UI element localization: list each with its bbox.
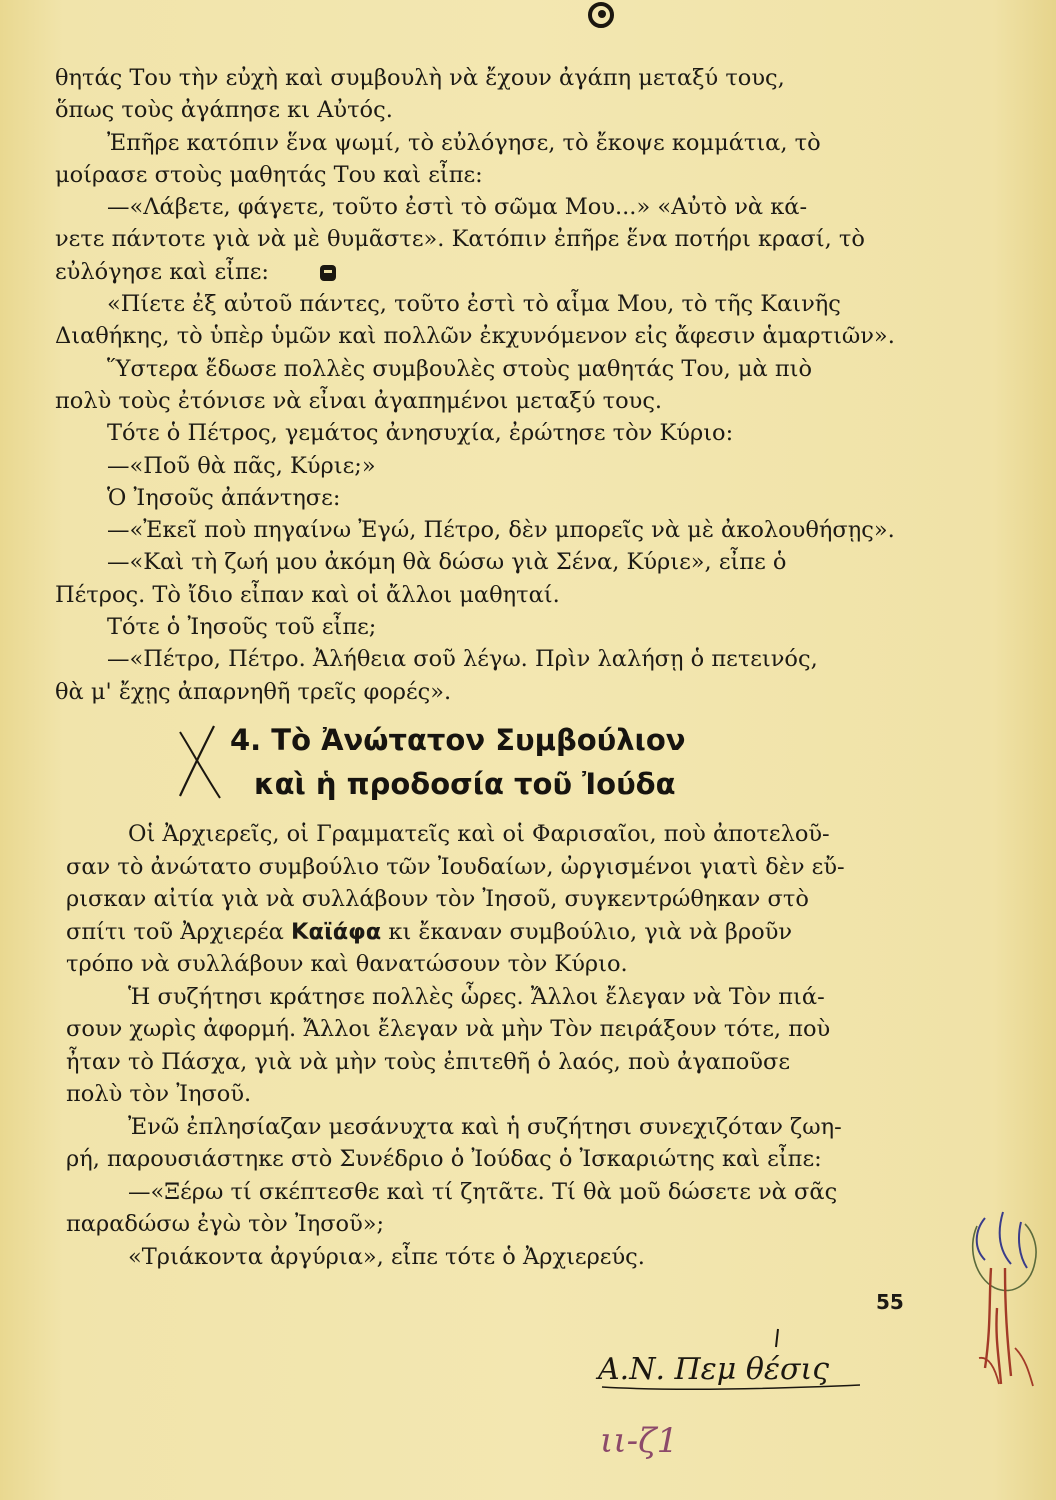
text-line: Ἡ συζήτησι κράτησε πολλὲς ὧρες. Ἄλλοι ἔλεγαν νὰ Τὸν πιά- [128, 983, 825, 1010]
text-line: ἦταν τὸ Πάσχα, γιὰ νὰ μὴν τοὺς ἐπιτεθῆ ὁ λαός, ποὺ ἀγαποῦσε [66, 1048, 790, 1075]
text-line-with-name [66, 916, 906, 949]
upper-text-block [55, 62, 895, 708]
text-line: πολὺ τοὺς ἐτόνισε νὰ εἶναι ἀγαπημένοι μεταξύ τους. [55, 387, 663, 414]
text-line: ρή, παρουσιάστηκε στὸ Συνέδριο ὁ Ἰούδας ὁ Ἰσκαριώτης καὶ εἶπε: [66, 1146, 822, 1172]
text-line: εὐλόγησε καὶ εἶπε: [55, 258, 269, 285]
signature-text: Α.Ν. Πεμ θέσις [598, 1352, 830, 1387]
text-line: Πέτρος. Τὸ ἴδιο εἶπαν καὶ οἱ ἄλλοι μαθηταί. [55, 581, 560, 608]
text-span: σπίτι τοῦ Ἀρχιερέα [66, 918, 292, 945]
section-text-block [66, 818, 906, 1273]
heading-line-1: 4. Τὸ Ἀνώτατον Συμβούλιον [230, 723, 686, 757]
text-line: Διαθήκης, τὸ ὑπὲρ ὑμῶν καὶ πολλῶν ἐκχυνόμενον εἰς ἄφεσιν ἁμαρτιῶν». [55, 323, 895, 350]
handwritten-note-text: ιι-ζ1 [600, 1421, 679, 1461]
text-line: σουν χωρὶς ἀφορμή. Ἄλλοι ἔλεγαν νὰ μὴν Τὸν πειράξουν τότε, ποὺ [66, 1016, 831, 1042]
archive-stamp-icon [319, 264, 337, 282]
signature-image [590, 1325, 890, 1400]
text-line: Οἱ Ἀρχιερεῖς, οἱ Γραμματεῖς καὶ οἱ Φαρισαῖοι, ποὺ ἀποτελοῦ- [128, 821, 830, 847]
text-line: τρόπο νὰ συλλάβουν καὶ θανατώσουν τὸν Κύριο. [66, 951, 628, 977]
bold-name: Καϊάφα [291, 918, 382, 945]
text-span: κι ἔκαναν συμβούλιο, γιὰ νὰ βροῦν [381, 918, 793, 945]
text-line: σαν τὸ ἀνώτατο συμβούλιο τῶν Ἰουδαίων, ὠργισμένοι γιατὶ δὲν εὔ- [66, 853, 845, 880]
section-heading [160, 718, 800, 806]
text-line: —«Καὶ τὴ ζωή μου ἀκόμη θὰ δώσω γιὰ Σένα, Κύριε», εἶπε ὁ [107, 549, 787, 576]
text-line: —«Ποῦ θὰ πᾶς, Κύριε;» [107, 452, 376, 479]
text-line: —«Ἐκεῖ ποὺ πηγαίνω Ἐγώ, Πέτρο, δὲν μπορεῖς νὰ μὲ ἀκολουθήσῃς». [107, 517, 895, 544]
text-line: Τότε ὁ Ἰησοῦς τοῦ εἶπε; [107, 614, 377, 641]
text-line: Τότε ὁ Πέτρος, γεμάτος ἀνησυχία, ἐρώτησε τὸν Κύριο: [107, 420, 734, 447]
text-line: —«Λάβετε, φάγετε, τοῦτο ἐστὶ τὸ σῶμα Μου...» «Αὐτὸ νὰ κά- [107, 194, 808, 221]
child-drawing-tree-icon [955, 1208, 1045, 1398]
text-line: Ἐνῶ ἐπλησίαζαν μεσάνυχτα καὶ ἡ συζήτησι συνεχιζόταν ζωη- [128, 1113, 842, 1140]
text-line: θητάς Του τὴν εὐχὴ καὶ συμβουλὴ νὰ ἔχουν ἀγάπη μεταξύ τους, [55, 65, 785, 91]
handwritten-note-image [598, 1410, 798, 1470]
text-line-with-mark [55, 256, 895, 288]
text-line: ρισκαν αἰτία γιὰ νὰ συλλάβουν τὸν Ἰησοῦ, συγκεντρώθηκαν στὸ [66, 886, 809, 912]
text-line: «Πίετε ἐξ αὐτοῦ πάντες, τοῦτο ἐστὶ τὸ αἷμα Μου, τὸ τῆς Καινῆς [107, 291, 841, 318]
text-line: Ὕστερα ἔδωσε πολλὲς συμβουλὲς στοὺς μαθητάς Του, μὰ πιὸ [107, 355, 813, 382]
text-line: μοίρασε στοὺς μαθητάς Του καὶ εἶπε: [55, 161, 483, 188]
stamp-mark-icon [588, 2, 614, 28]
text-line: —«Ξέρω τί σκέπτεσθε καὶ τί ζητᾶτε. Τί θὰ μοῦ δώσετε νὰ σᾶς [128, 1178, 838, 1205]
page-number: 55 [876, 1290, 904, 1314]
text-line: Ἐπῆρε κατόπιν ἕνα ψωμί, τὸ εὐλόγησε, τὸ ἔκοψε κομμάτια, τὸ [107, 129, 821, 156]
text-line: πολὺ τὸν Ἰησοῦ. [66, 1081, 252, 1107]
heading-line-2: καὶ ἡ προδοσία τοῦ Ἰούδα [254, 767, 676, 801]
text-line: θὰ μ' ἔχῃς ἀπαρνηθῆ τρεῖς φορές». [55, 678, 452, 705]
text-line: Ὁ Ἰησοῦς ἀπάντησε: [107, 484, 341, 511]
text-line: παραδώσω ἐγὼ τὸν Ἰησοῦ»; [66, 1211, 385, 1237]
text-line: «Τριάκοντα ἀργύρια», εἶπε τότε ὁ Ἀρχιερεύς. [128, 1243, 645, 1270]
text-line: ὅπως τοὺς ἀγάπησε κι Αὐτός. [55, 97, 393, 124]
text-line: —«Πέτρο, Πέτρο. Ἀλήθεια σοῦ λέγω. Πρὶν λαλήσῃ ὁ πετεινός, [107, 646, 818, 673]
text-line: νετε πάντοτε γιὰ νὰ μὲ θυμᾶστε». Κατόπιν ἐπῆρε ἕνα ποτήρι κρασί, τὸ [55, 226, 865, 253]
